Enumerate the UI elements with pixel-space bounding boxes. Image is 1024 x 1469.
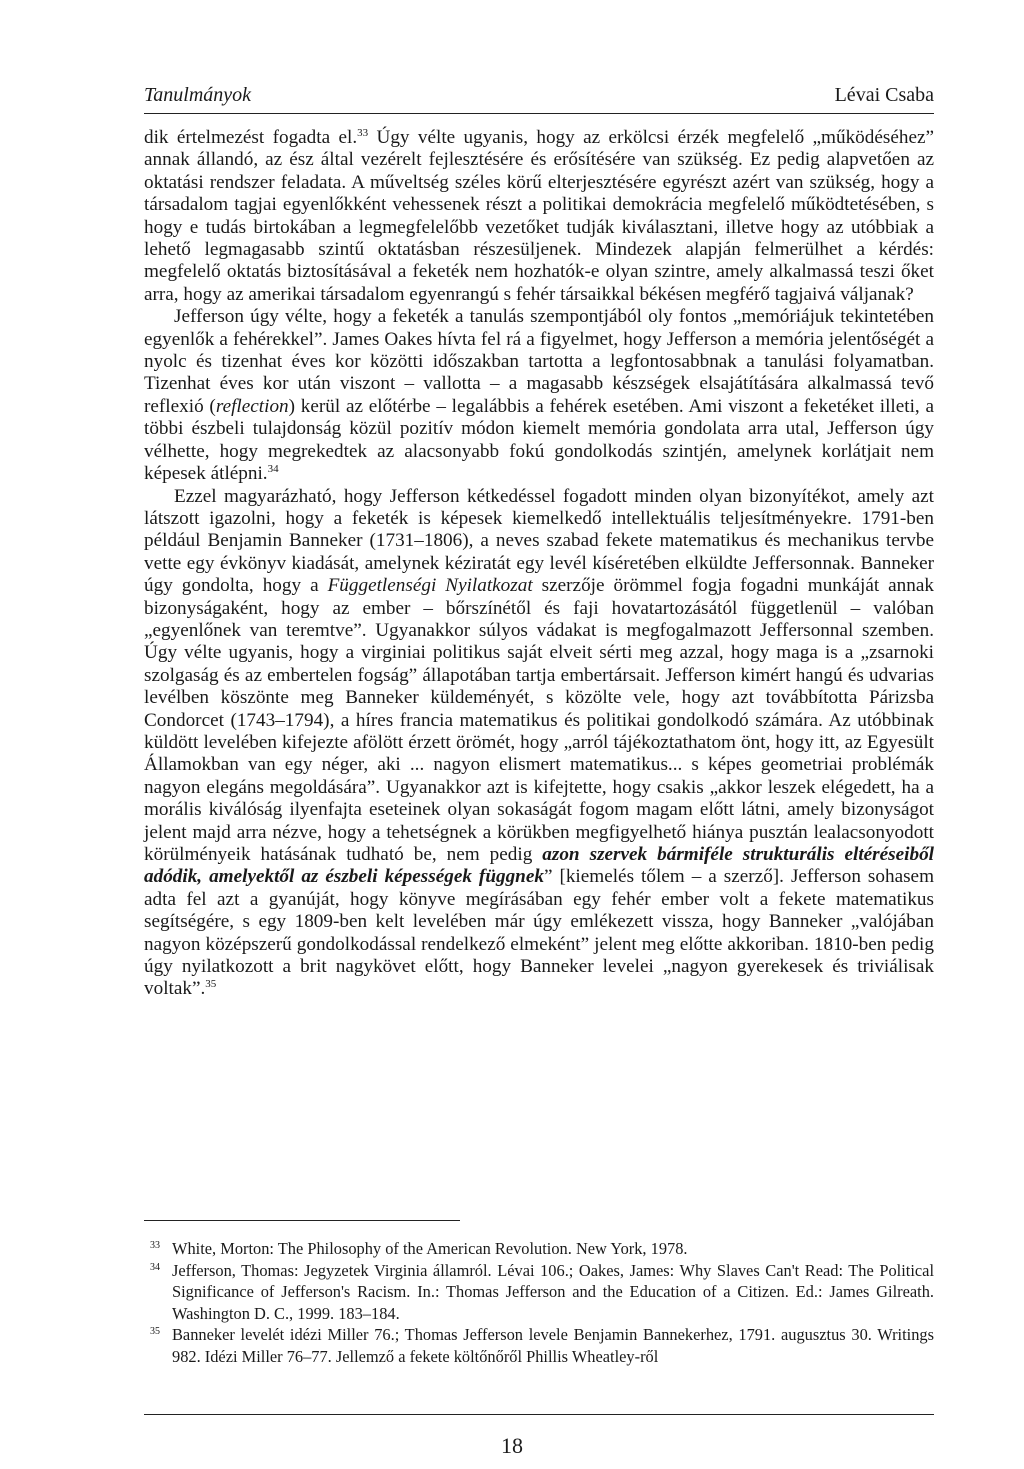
header-author: Lévai Csaba xyxy=(834,84,934,106)
footnote xyxy=(144,1260,934,1325)
footnote-number: 35 xyxy=(150,1326,160,1337)
footnote-ref-35: 35 xyxy=(205,978,217,991)
footnote-text: White, Morton: The Philosophy of the American Revolution. New York, 1978. xyxy=(172,1239,688,1258)
footnote-number: 33 xyxy=(150,1240,160,1251)
text-run: szerzője örömmel fogja fogadni munkáját annak bizonyságaként, hogy az ember – bőrszínétől és faji hovatartozásától függetlenül – valóban „egyenlőnek van teremtve”. Ugyanakkor súlyos vádakat is megfogalmazott Jeffersonnal szemben. Úgy vélte ugyanis, hogy a virginiai politikus saját elveit sérti meg azzal, hogy maga is a „zsarnoki szolgaság és az embertelen fogság” állapotában tartja embertársait. Jefferson kimért hangú és udvarias levélben köszönte meg Banneker küldeményét, s közölte vele, hogy azt továbbította Párizsba Condorcet (1743–1794), a híres francia matematikus és politikai gondolkodó számára. Az utóbbinak küldött levelében kifejezte afölött érzett örömét, hogy „arról tájékoztathatom önt, hogy itt, az Egyesült Államokban van egy néger, aki ... nagyon elismert matematikus... s képes geometriai problémák nagyon elegáns megoldására”. Ugyanakkor azt is kifejtette, hogy csakis „akkor leszek elégedett, ha a morális kiválóság ilyenfajta eseteinek olyan sokaságát fogom magam előtt látni, amely bizonyságot jelent majd arra nézve, hogy a tehetségnek a körükben megfigyelhető hiánya pusztán lealacsonyodott körülményeik hatásának tudható be, nem pedig xyxy=(144,575,934,865)
body-text xyxy=(144,127,934,1001)
footnote xyxy=(144,1324,934,1367)
paragraph xyxy=(144,127,934,306)
footnote-ref-33: 33 xyxy=(357,127,369,139)
text-run: ) kerül az előtérbe – legalábbis a fehérek esetében. Ami viszont a feketéket illeti, a többi észbeli tulajdonság közül pozitív módon kiemelt memória gondolata arra utal, Jefferson úgy vélhette, hogy megrekedtek az alacsonyabb fokú gondolkodás szintjén, amelynek korlátjait nem képesek átlépni. xyxy=(144,395,934,485)
paragraph xyxy=(144,306,934,485)
text-run: dik értelmezést fogadta el. xyxy=(144,127,358,148)
text-run: ” [kiemelés tőlem – a szerző]. Jefferson sohasem adta fel azt a gyanúját, hogy könyve megírásában egy fehér ember volt a fekete matematikus segítségére, s egy 1809-ben kelt levelében már úgy emlékezett vissza, hogy Banneker „valójában nagyon középszerű gondolkodással rendelkező elmeként” jelent meg előtte akkoriban. 1810-ben pedig úgy nyilatkozott a brit nagykövet előtt, hogy Banneker levelei „nagyon gyerekesek és triviálisak voltak”. xyxy=(144,866,934,1000)
page-number: 18 xyxy=(501,1433,523,1458)
bold-italic-quote: azon szervek bármiféle strukturális eltéréseiből adódik, amelyektől az észbeli képességek függnek xyxy=(144,844,935,888)
footnotes xyxy=(144,1238,934,1367)
italic-title: Függetlenségi Nyilatkozat xyxy=(327,575,533,597)
footnote-text: Banneker levelét idézi Miller 76.; Thomas Jefferson levele Benjamin Bannekerhez, 1791. augusztus 30. Writings 982. Idézi Miller 76–77. Jellemző a fekete költőnőről Phillis Wheatley-ről xyxy=(172,1325,934,1366)
footnote-ref-34: 34 xyxy=(267,463,279,476)
text-run: Úgy vélte ugyanis, hogy az erkölcsi érzék megfelelő „működéséhez” annak állandó, az ész által vezérelt fejlesztésére és erősítésére van szükség. Ez pedig alapvetően az oktatási rendszer feladata. A műveltség széles körű elterjesztésére egyrészt azért van szükség, hogy a társadalom tagjai egyenlőkként vehessenek részt a politikai demokrácia megfelelő működtetésében, s hogy e tudás birtokában a legmegfelelőbb vezetőket tudják kiválasztani, illetve hogy az utóbbiak a lehető legmagasabb szintű oktatásban részesüljenek. Mindezek alapján felmerülhet a kérdés: megfelelő oktatás biztosításával a feketék nem hozhatók-e olyan szintre, amely alkalmassá teszi őket arra, hogy az amerikai társadalom egyenrangú s fehér társaikkal békésen megférő tagjaivá váljanak? xyxy=(144,127,934,305)
footnote xyxy=(144,1238,934,1260)
footnote-number: 34 xyxy=(150,1261,160,1273)
header-section-title: Tanulmányok xyxy=(144,84,252,106)
footnote-separator xyxy=(144,1220,460,1221)
paragraph xyxy=(144,486,934,1001)
running-header xyxy=(144,84,934,114)
text-run: Jefferson úgy vélte, hogy a feketék a tanulás szempontjából oly fontos „memóriájuk tekintetében egyenlők a fehérekkel”. James Oakes hívta fel rá a figyelmet, hogy Jefferson a memória jelentőségét a nyolc és tizenhat éves kor közötti időszakban tartotta a legfontosabbnak a tanulási folyamatban. Tizenhat éves kor után viszont – vallotta – a magasabb készségek elsajátítására alkalmassá tevő reflexió ( xyxy=(144,306,934,417)
bottom-rule xyxy=(144,1414,934,1415)
italic-term: reflection xyxy=(215,395,289,417)
text-run: Ezzel magyarázható, hogy Jefferson kétkedéssel fogadott minden olyan bizonyítékot, amely azt látszott igazolni, hogy a feketék is képesek kiemelkedő intellektuális teljesítményekre. 1791-ben például Benjamin Banneker (1731–1806), a neves szabad fekete matematikus és mechanikus tervbe vette egy évkönyv kiadását, amelynek kéziratát egy levél kíséretében elküldte Jeffersonnak. Banneker úgy gondolta, hogy a xyxy=(144,485,934,597)
footnote-text: Jefferson, Thomas: Jegyzetek Virginia államról. Lévai 106.; Oakes, James: Why Slaves Can't Read: The Political Significance of Jefferson's Racism. In.: Thomas Jefferson and the Education of a Citizen. Ed.: James Gilreath. Washington D. C., 1999. 183–184. xyxy=(172,1260,934,1323)
